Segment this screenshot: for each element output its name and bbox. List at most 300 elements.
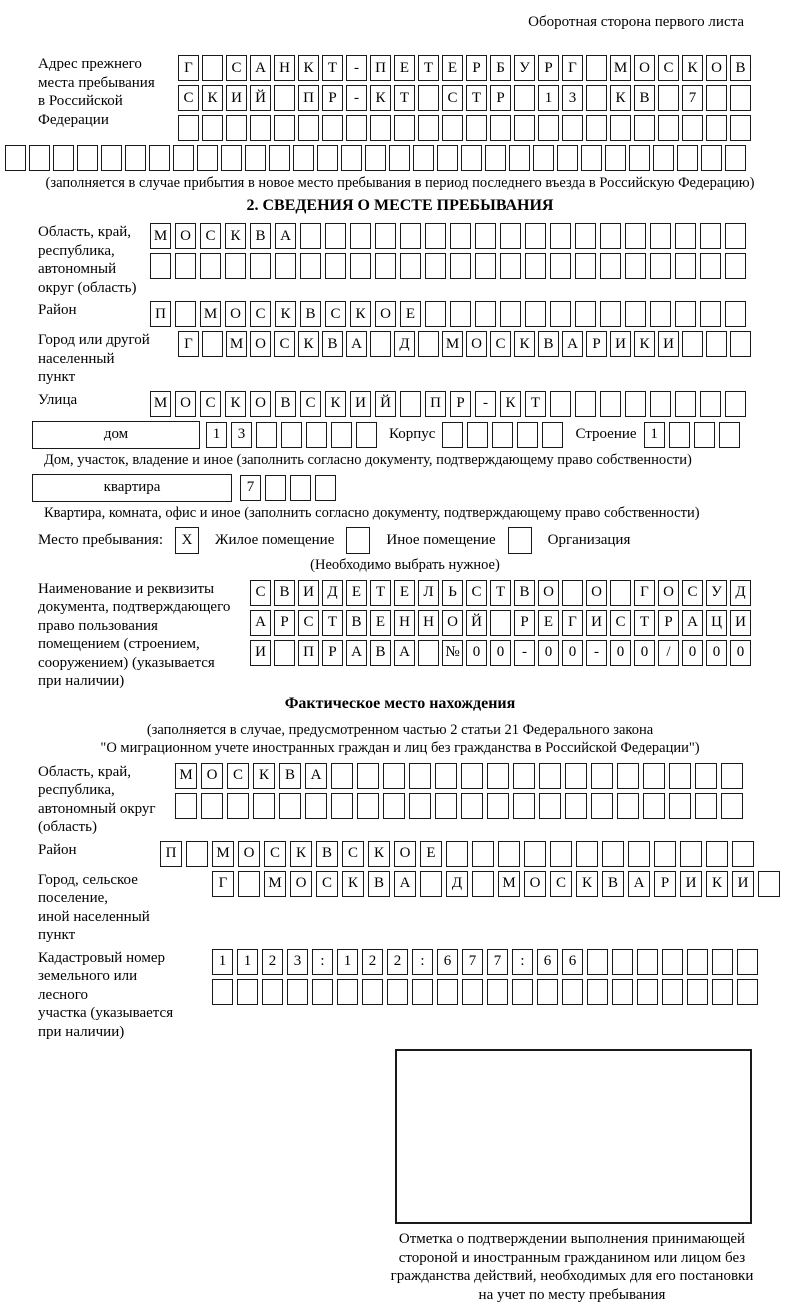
form-cell[interactable]	[700, 223, 721, 249]
form-cell[interactable]: №	[442, 640, 463, 666]
form-cell[interactable]: О	[524, 871, 546, 897]
form-cell[interactable]: К	[576, 871, 598, 897]
form-cell[interactable]: 0	[562, 640, 583, 666]
form-cell[interactable]	[725, 145, 746, 171]
form-cell[interactable]: К	[298, 331, 319, 357]
form-cell[interactable]	[539, 763, 561, 789]
form-cell[interactable]: Е	[346, 580, 367, 606]
form-cell[interactable]: К	[202, 85, 223, 111]
form-cell[interactable]	[400, 223, 421, 249]
checkbox-organization[interactable]	[508, 527, 532, 554]
form-cell[interactable]	[565, 763, 587, 789]
form-cell[interactable]	[472, 871, 494, 897]
form-cell[interactable]	[758, 871, 780, 897]
form-cell[interactable]	[442, 422, 463, 448]
form-cell[interactable]	[461, 145, 482, 171]
form-cell[interactable]	[706, 115, 727, 141]
form-cell[interactable]: К	[514, 331, 535, 357]
form-cell[interactable]	[265, 475, 286, 501]
form-cell[interactable]	[586, 85, 607, 111]
form-cell[interactable]: К	[298, 55, 319, 81]
form-cell[interactable]	[274, 85, 295, 111]
form-cell[interactable]	[650, 223, 671, 249]
form-cell[interactable]	[712, 949, 733, 975]
form-cell[interactable]	[487, 763, 509, 789]
form-cell[interactable]	[245, 145, 266, 171]
form-cell[interactable]: О	[238, 841, 260, 867]
form-cell[interactable]: К	[500, 391, 521, 417]
form-cell[interactable]: 2	[262, 949, 283, 975]
form-cell[interactable]	[562, 580, 583, 606]
form-cell[interactable]: Е	[420, 841, 442, 867]
form-cell[interactable]	[331, 422, 352, 448]
form-cell[interactable]: Т	[394, 85, 415, 111]
form-cell[interactable]	[694, 422, 715, 448]
form-cell[interactable]: В	[279, 763, 301, 789]
form-cell[interactable]	[650, 253, 671, 279]
form-cell[interactable]: Т	[370, 580, 391, 606]
form-cell[interactable]: К	[342, 871, 364, 897]
form-cell[interactable]: С	[682, 580, 703, 606]
form-cell[interactable]	[617, 793, 639, 819]
form-cell[interactable]	[525, 301, 546, 327]
form-cell[interactable]	[202, 331, 223, 357]
form-cell[interactable]	[721, 793, 743, 819]
form-cell[interactable]: В	[300, 301, 321, 327]
form-cell[interactable]: 0	[706, 640, 727, 666]
form-cell[interactable]	[201, 793, 223, 819]
form-cell[interactable]	[298, 115, 319, 141]
form-cell[interactable]: 6	[437, 949, 458, 975]
form-cell[interactable]: И	[298, 580, 319, 606]
form-cell[interactable]	[687, 979, 708, 1005]
form-cell[interactable]: К	[275, 301, 296, 327]
form-cell[interactable]: К	[325, 391, 346, 417]
form-cell[interactable]: А	[305, 763, 327, 789]
form-cell[interactable]	[600, 253, 621, 279]
form-cell[interactable]: А	[250, 55, 271, 81]
form-cell[interactable]: Р	[514, 610, 535, 636]
form-cell[interactable]	[293, 145, 314, 171]
form-cell[interactable]	[281, 422, 302, 448]
form-cell[interactable]	[669, 763, 691, 789]
form-cell[interactable]	[418, 115, 439, 141]
form-cell[interactable]: А	[275, 223, 296, 249]
form-cell[interactable]	[387, 979, 408, 1005]
form-cell[interactable]: В	[316, 841, 338, 867]
form-cell[interactable]: С	[658, 55, 679, 81]
form-cell[interactable]	[575, 391, 596, 417]
form-cell[interactable]: 3	[562, 85, 583, 111]
form-cell[interactable]: 1	[337, 949, 358, 975]
form-cell[interactable]	[350, 223, 371, 249]
form-cell[interactable]: А	[250, 610, 271, 636]
form-cell[interactable]: 7	[240, 475, 261, 501]
form-cell[interactable]: С	[274, 331, 295, 357]
form-cell[interactable]: С	[300, 391, 321, 417]
form-cell[interactable]	[437, 979, 458, 1005]
form-cell[interactable]: У	[514, 55, 535, 81]
form-cell[interactable]: -	[346, 85, 367, 111]
form-cell[interactable]: С	[316, 871, 338, 897]
form-cell[interactable]	[269, 145, 290, 171]
form-cell[interactable]: К	[225, 391, 246, 417]
form-cell[interactable]	[700, 391, 721, 417]
form-cell[interactable]: :	[412, 949, 433, 975]
form-cell[interactable]: Е	[370, 610, 391, 636]
form-cell[interactable]	[562, 115, 583, 141]
form-cell[interactable]	[550, 223, 571, 249]
form-cell[interactable]	[725, 391, 746, 417]
form-cell[interactable]	[654, 841, 676, 867]
form-cell[interactable]: И	[610, 331, 631, 357]
form-cell[interactable]	[628, 841, 650, 867]
form-cell[interactable]	[680, 841, 702, 867]
form-cell[interactable]: С	[264, 841, 286, 867]
form-cell[interactable]: Р	[322, 85, 343, 111]
form-cell[interactable]	[356, 422, 377, 448]
form-cell[interactable]: Д	[322, 580, 343, 606]
form-cell[interactable]	[375, 223, 396, 249]
form-cell[interactable]	[202, 55, 223, 81]
form-cell[interactable]: Т	[525, 391, 546, 417]
form-cell[interactable]	[587, 979, 608, 1005]
form-cell[interactable]	[625, 391, 646, 417]
form-cell[interactable]	[29, 145, 50, 171]
form-cell[interactable]: 1	[206, 422, 227, 448]
form-cell[interactable]	[575, 301, 596, 327]
form-cell[interactable]	[418, 640, 439, 666]
form-cell[interactable]: Н	[394, 610, 415, 636]
form-cell[interactable]	[237, 979, 258, 1005]
form-cell[interactable]: П	[370, 55, 391, 81]
form-cell[interactable]: М	[610, 55, 631, 81]
form-cell[interactable]: В	[538, 331, 559, 357]
form-cell[interactable]: О	[201, 763, 223, 789]
form-cell[interactable]: С	[200, 391, 221, 417]
form-cell[interactable]	[5, 145, 26, 171]
form-cell[interactable]: С	[178, 85, 199, 111]
form-cell[interactable]	[186, 841, 208, 867]
form-cell[interactable]: :	[312, 949, 333, 975]
form-cell[interactable]: К	[634, 331, 655, 357]
form-cell[interactable]	[322, 115, 343, 141]
form-cell[interactable]	[513, 763, 535, 789]
form-cell[interactable]: О	[634, 55, 655, 81]
form-cell[interactable]	[175, 301, 196, 327]
form-cell[interactable]	[600, 391, 621, 417]
form-cell[interactable]	[290, 475, 311, 501]
form-cell[interactable]: 0	[634, 640, 655, 666]
form-cell[interactable]	[202, 115, 223, 141]
form-cell[interactable]	[732, 841, 754, 867]
form-cell[interactable]: Р	[490, 85, 511, 111]
form-cell[interactable]: 0	[490, 640, 511, 666]
form-cell[interactable]: -	[514, 640, 535, 666]
form-cell[interactable]	[450, 301, 471, 327]
form-cell[interactable]	[625, 223, 646, 249]
form-cell[interactable]	[306, 422, 327, 448]
form-cell[interactable]	[409, 763, 431, 789]
form-cell[interactable]	[225, 253, 246, 279]
form-cell[interactable]: 2	[362, 949, 383, 975]
form-cell[interactable]: К	[682, 55, 703, 81]
form-cell[interactable]: О	[225, 301, 246, 327]
form-cell[interactable]	[610, 580, 631, 606]
form-cell[interactable]	[539, 793, 561, 819]
form-cell[interactable]: В	[250, 223, 271, 249]
form-cell[interactable]	[513, 793, 535, 819]
form-cell[interactable]: К	[225, 223, 246, 249]
form-cell[interactable]: 1	[237, 949, 258, 975]
form-cell[interactable]: Р	[654, 871, 676, 897]
form-cell[interactable]: Г	[178, 55, 199, 81]
form-cell[interactable]: К	[370, 85, 391, 111]
form-cell[interactable]: Е	[442, 55, 463, 81]
form-cell[interactable]: О	[250, 391, 271, 417]
form-cell[interactable]: Г	[562, 55, 583, 81]
form-cell[interactable]: К	[706, 871, 728, 897]
form-cell[interactable]	[737, 979, 758, 1005]
form-cell[interactable]	[370, 331, 391, 357]
form-cell[interactable]	[542, 422, 563, 448]
form-cell[interactable]	[730, 85, 751, 111]
form-cell[interactable]	[600, 223, 621, 249]
form-cell[interactable]	[212, 979, 233, 1005]
form-cell[interactable]: 1	[538, 85, 559, 111]
form-cell[interactable]	[487, 979, 508, 1005]
form-cell[interactable]	[461, 793, 483, 819]
form-cell[interactable]	[331, 793, 353, 819]
form-cell[interactable]: В	[368, 871, 390, 897]
form-cell[interactable]	[653, 145, 674, 171]
form-cell[interactable]	[466, 115, 487, 141]
form-cell[interactable]: Ь	[442, 580, 463, 606]
form-cell[interactable]	[538, 115, 559, 141]
form-cell[interactable]: -	[475, 391, 496, 417]
form-cell[interactable]	[400, 391, 421, 417]
form-cell[interactable]	[101, 145, 122, 171]
form-cell[interactable]	[700, 253, 721, 279]
form-cell[interactable]	[490, 610, 511, 636]
form-cell[interactable]: С	[250, 580, 271, 606]
form-cell[interactable]: 6	[537, 949, 558, 975]
form-cell[interactable]: М	[212, 841, 234, 867]
form-cell[interactable]	[150, 253, 171, 279]
form-cell[interactable]	[586, 115, 607, 141]
form-cell[interactable]	[370, 115, 391, 141]
form-cell[interactable]: Т	[634, 610, 655, 636]
form-cell[interactable]	[362, 979, 383, 1005]
form-cell[interactable]	[500, 223, 521, 249]
form-cell[interactable]: Р	[586, 331, 607, 357]
form-cell[interactable]: М	[200, 301, 221, 327]
form-cell[interactable]: Л	[418, 580, 439, 606]
form-cell[interactable]: О	[538, 580, 559, 606]
form-cell[interactable]	[462, 979, 483, 1005]
form-cell[interactable]: Н	[274, 55, 295, 81]
form-cell[interactable]	[662, 949, 683, 975]
form-cell[interactable]	[300, 223, 321, 249]
form-cell[interactable]: И	[226, 85, 247, 111]
form-cell[interactable]	[312, 979, 333, 1005]
form-cell[interactable]	[658, 115, 679, 141]
form-cell[interactable]	[675, 391, 696, 417]
form-cell[interactable]	[275, 253, 296, 279]
form-cell[interactable]	[637, 949, 658, 975]
form-cell[interactable]: Е	[538, 610, 559, 636]
form-cell[interactable]	[498, 841, 520, 867]
form-cell[interactable]: Т	[418, 55, 439, 81]
form-cell[interactable]: С	[342, 841, 364, 867]
form-cell[interactable]	[394, 115, 415, 141]
form-cell[interactable]: К	[290, 841, 312, 867]
form-cell[interactable]: И	[250, 640, 271, 666]
form-cell[interactable]	[357, 763, 379, 789]
form-cell[interactable]: В	[602, 871, 624, 897]
form-cell[interactable]: С	[298, 610, 319, 636]
form-cell[interactable]: 6	[562, 949, 583, 975]
form-cell[interactable]	[472, 841, 494, 867]
form-cell[interactable]	[446, 841, 468, 867]
form-cell[interactable]	[305, 793, 327, 819]
form-cell[interactable]: :	[512, 949, 533, 975]
form-cell[interactable]: Г	[178, 331, 199, 357]
form-cell[interactable]: П	[298, 640, 319, 666]
form-cell[interactable]	[643, 793, 665, 819]
form-cell[interactable]	[701, 145, 722, 171]
form-cell[interactable]	[669, 793, 691, 819]
form-cell[interactable]: В	[370, 640, 391, 666]
form-cell[interactable]: 0	[466, 640, 487, 666]
form-cell[interactable]	[149, 145, 170, 171]
form-cell[interactable]	[125, 145, 146, 171]
form-cell[interactable]	[524, 841, 546, 867]
form-cell[interactable]: В	[730, 55, 751, 81]
form-cell[interactable]	[512, 979, 533, 1005]
form-cell[interactable]: В	[322, 331, 343, 357]
form-cell[interactable]: Т	[322, 610, 343, 636]
form-cell[interactable]	[634, 115, 655, 141]
form-cell[interactable]	[175, 793, 197, 819]
form-cell[interactable]: К	[368, 841, 390, 867]
form-cell[interactable]	[53, 145, 74, 171]
form-cell[interactable]	[517, 422, 538, 448]
form-cell[interactable]: 3	[287, 949, 308, 975]
form-cell[interactable]: Г	[634, 580, 655, 606]
form-cell[interactable]	[650, 391, 671, 417]
form-cell[interactable]	[637, 979, 658, 1005]
form-cell[interactable]	[253, 793, 275, 819]
form-cell[interactable]: Й	[466, 610, 487, 636]
form-cell[interactable]	[425, 223, 446, 249]
form-cell[interactable]	[575, 223, 596, 249]
form-cell[interactable]	[227, 793, 249, 819]
form-cell[interactable]	[418, 85, 439, 111]
form-cell[interactable]: М	[150, 223, 171, 249]
form-cell[interactable]	[221, 145, 242, 171]
form-cell[interactable]	[337, 979, 358, 1005]
form-cell[interactable]: В	[514, 580, 535, 606]
form-cell[interactable]	[317, 145, 338, 171]
form-cell[interactable]	[357, 793, 379, 819]
form-cell[interactable]	[662, 979, 683, 1005]
form-cell[interactable]: С	[550, 871, 572, 897]
form-cell[interactable]: М	[498, 871, 520, 897]
form-cell[interactable]	[435, 763, 457, 789]
form-cell[interactable]: В	[275, 391, 296, 417]
form-cell[interactable]	[461, 763, 483, 789]
form-cell[interactable]: Р	[450, 391, 471, 417]
form-cell[interactable]: А	[394, 640, 415, 666]
form-cell[interactable]	[315, 475, 336, 501]
form-cell[interactable]	[413, 145, 434, 171]
form-cell[interactable]	[325, 253, 346, 279]
form-cell[interactable]	[576, 841, 598, 867]
form-cell[interactable]	[256, 422, 277, 448]
form-cell[interactable]	[550, 253, 571, 279]
form-cell[interactable]: Г	[562, 610, 583, 636]
form-cell[interactable]	[669, 422, 690, 448]
form-cell[interactable]: 1	[212, 949, 233, 975]
form-cell[interactable]	[500, 253, 521, 279]
form-cell[interactable]: В	[346, 610, 367, 636]
checkbox-other-premises[interactable]	[346, 527, 370, 554]
form-cell[interactable]: Ц	[706, 610, 727, 636]
form-cell[interactable]: Р	[538, 55, 559, 81]
form-cell[interactable]	[341, 145, 362, 171]
form-cell[interactable]: 1	[644, 422, 665, 448]
form-cell[interactable]	[475, 253, 496, 279]
form-cell[interactable]: О	[394, 841, 416, 867]
form-cell[interactable]	[706, 841, 728, 867]
form-cell[interactable]: С	[490, 331, 511, 357]
form-cell[interactable]	[409, 793, 431, 819]
form-cell[interactable]: 7	[682, 85, 703, 111]
form-cell[interactable]: Н	[418, 610, 439, 636]
form-cell[interactable]	[565, 793, 587, 819]
form-cell[interactable]	[467, 422, 488, 448]
form-cell[interactable]	[442, 115, 463, 141]
form-cell[interactable]	[238, 871, 260, 897]
form-cell[interactable]	[514, 85, 535, 111]
form-cell[interactable]: Е	[400, 301, 421, 327]
form-cell[interactable]	[650, 301, 671, 327]
form-cell[interactable]	[250, 115, 271, 141]
form-cell[interactable]	[675, 223, 696, 249]
form-cell[interactable]: С	[227, 763, 249, 789]
form-cell[interactable]: П	[298, 85, 319, 111]
form-cell[interactable]	[77, 145, 98, 171]
form-cell[interactable]	[557, 145, 578, 171]
form-cell[interactable]	[525, 253, 546, 279]
form-cell[interactable]: И	[658, 331, 679, 357]
form-cell[interactable]	[178, 115, 199, 141]
form-cell[interactable]	[612, 949, 633, 975]
form-cell[interactable]	[325, 223, 346, 249]
form-cell[interactable]	[581, 145, 602, 171]
form-cell[interactable]	[625, 253, 646, 279]
form-cell[interactable]	[695, 763, 717, 789]
form-cell[interactable]	[175, 253, 196, 279]
form-cell[interactable]: М	[150, 391, 171, 417]
form-cell[interactable]	[365, 145, 386, 171]
form-cell[interactable]: В	[634, 85, 655, 111]
form-cell[interactable]	[737, 949, 758, 975]
form-cell[interactable]: Й	[375, 391, 396, 417]
form-cell[interactable]	[587, 949, 608, 975]
form-cell[interactable]: Т	[466, 85, 487, 111]
